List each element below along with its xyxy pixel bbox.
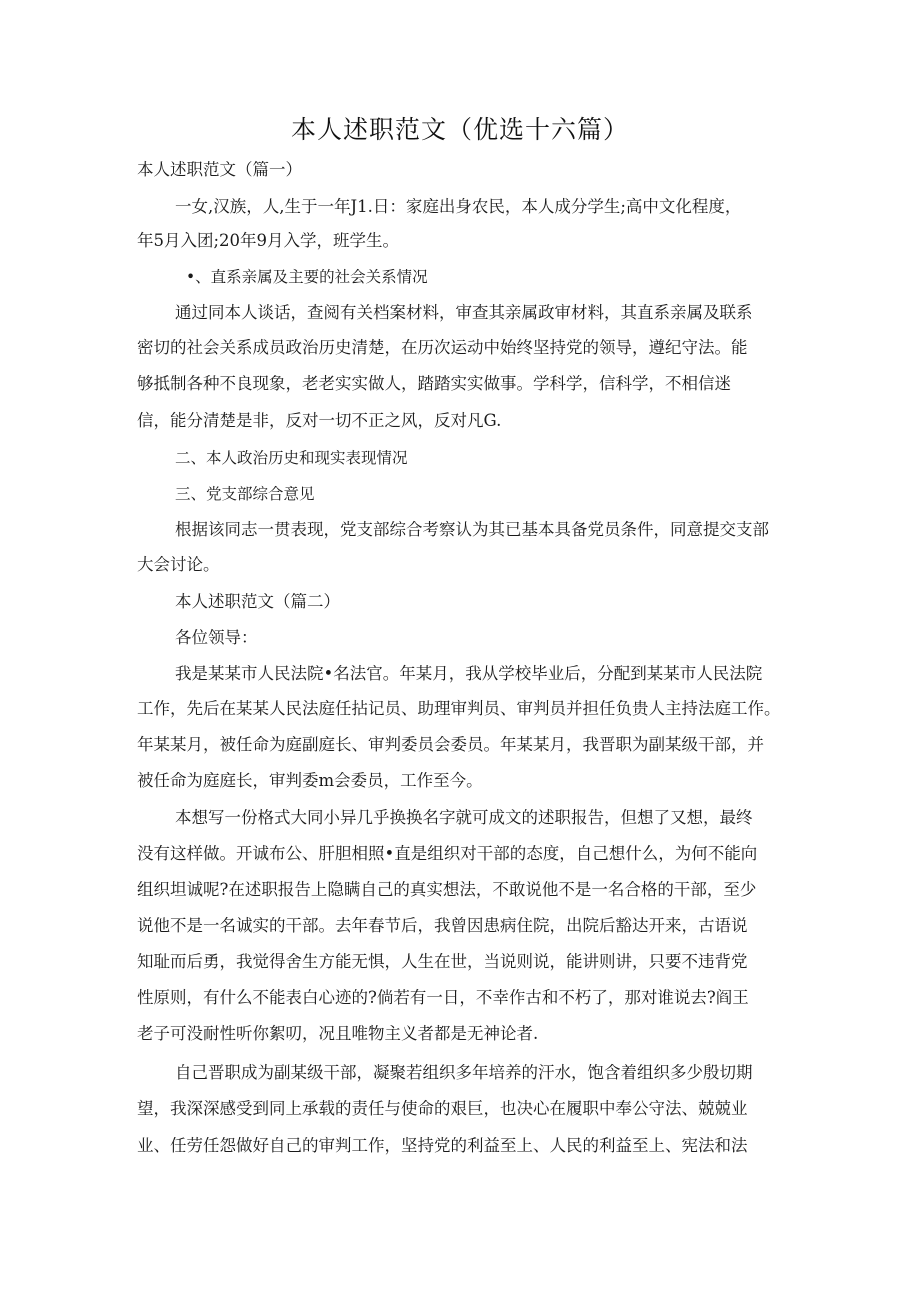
paragraph-line: 年5月入团;20年9月入学，班学生。 [137,231,400,250]
paragraph-line: 一女,汉族，人,生于一年J1.日：家庭出身农民，本人成分学生;高中文化程度， [175,197,742,216]
paragraph-line: 根据该同志一贯表现，党支部综合考察认为其已基本具备党员条件，同意提交支部 [175,520,769,539]
paragraph-line: 够抵制各种不良现象，老老实实做人，踏踏实实做事。学科学，信科学，不相信迷 [137,374,731,393]
subheading: 三、党支部综合意见 [175,485,315,503]
paragraph-line: 说他不是一名诚实的干部。去年春节后，我曾因患病住院，出院后豁达开来，古语说 [137,916,748,935]
paragraph-line: 通过同本人谈话，查阅有关档案材料，审查其亲属政审材料，其直系亲属及联系 [175,303,753,322]
paragraph-line: 我是某某市人民法院•名法官。年某月，我从学校毕业后，分配到某某市人民法院 [175,664,763,683]
paragraph-line: 被任命为庭庭长，审判委m会委员，工作至今。 [137,771,483,790]
document-title: 本人述职范文（优选十六篇） [290,115,629,144]
paragraph-line: 自己晋职成为副某级干部，凝聚若组织多年培养的汗水，饱含着组织多少殷切期 [175,1063,753,1082]
paragraph-line: 密切的社会关系成员政治历史清楚，在历次运动中始终坚持党的领导，遵纪守法。能 [137,338,748,357]
paragraph-line: 没有这样做。开诚布公、肝胆相照•直是组织对干部的态度，自己想什么，为何不能向 [137,844,758,863]
section-heading-2: 本人述职范文（篇二） [175,592,340,611]
paragraph-line: 业、任劳任怨做好自己的审判工作，坚持党的利益至上、人民的利益至上、宪法和法 [137,1136,748,1155]
subheading: 二、本人政治历史和现实表现情况 [175,449,408,467]
paragraph-line: 望，我深深感受到同上承载的责任与使命的艰巨，也决心在履职中奉公守法、兢兢业 [137,1099,748,1118]
paragraph-line: 组织坦诚呢?在述职报告上隐瞒自己的真实想法，不敢说他不是一名合格的干部，至少 [137,880,757,899]
paragraph-line: 信，能分清楚是非，反对一切不正之风，反对凡G. [137,411,502,430]
paragraph-line: 老子可没耐性听你絮叨，况且唯物主义者都是无神论者. [137,1024,539,1043]
paragraph-line: 年某某月，被任命为庭副庭长、审判委员会委员。年某某月，我晋职为副某级干部，并 [137,735,764,754]
paragraph-line: 工作，先后在某某人民法庭任拈记员、助理审判员、审判员并担任负贵人主持法庭工作。 [137,699,781,718]
paragraph-line: 本想写一份格式大同小异几乎换换名字就可成文的述职报告，但想了又想，最终 [175,808,753,827]
paragraph-line: 大会讨论。 [137,555,220,574]
paragraph-line: 性原则，有什么不能表白心迹的?倘若有一日，不幸作古和不朽了，那对谁说去?阎王 [137,988,749,1007]
section-heading-1: 本人述职范文（篇一） [137,160,302,179]
salutation: 各位领导： [175,628,258,647]
paragraph-line: 知耻而后勇，我觉得舍生方能无惧，人生在世，当说则说，能讲则讲，只要不违背党 [137,952,748,971]
subheading: •、直系亲属及主要的社会关系情况 [186,268,428,286]
